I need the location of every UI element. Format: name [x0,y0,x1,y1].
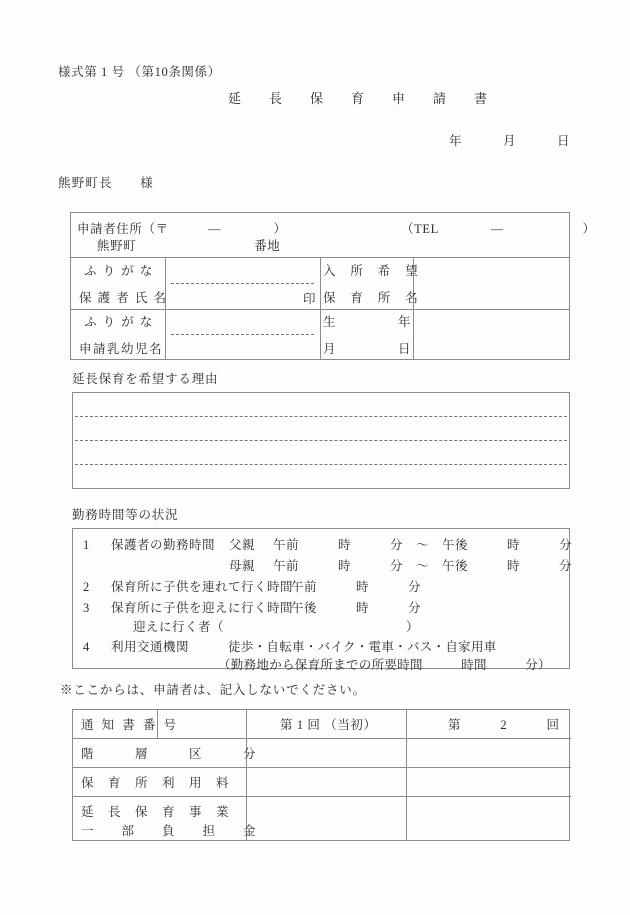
office-row-label-extended-fee-line1: 延 長 保 育 事 業 [81,805,230,819]
office-row-label-extended-fee-line2: 一 部 負 担 金 [81,824,257,838]
work-item-label-1: 保護者の勤務時間 [111,538,216,552]
reason-writing-line [75,464,567,465]
birthdate-label-line1: 生 年 [323,315,411,329]
office-use-note: ※ここからは、申請者は、記入しないでください。 [60,683,366,697]
work-item-no-2: 2 [83,580,90,594]
reason-writing-line [75,416,567,417]
applicant-address-label: 申請者住所（〒 ― ） [77,222,287,236]
work-hours-box [72,528,573,672]
nursery-wish-label-line1: 入 所 希 望 [323,264,419,278]
pickup-person-field[interactable]: 迎えに行く者（ ） [133,620,420,634]
work-item-time-dropoff[interactable]: 午前 時 分 [291,580,422,594]
office-use-table [72,709,570,841]
transport-duration-note[interactable]: （勤務地から保育所までの所要時間 時間 分） [218,658,551,672]
transport-options[interactable]: 徒歩・自転車・バイク・電車・バス・自家用車 [228,640,497,654]
work-hours-heading: 勤務時間等の状況 [72,508,179,522]
work-item-time-father[interactable]: 午前 時 分 ～ 午後 時 分 [273,538,573,552]
birthdate-label-line2: 月 日 [323,342,411,356]
office-row-label-notice-no: 通 知 書 番 号 [81,718,179,732]
guardian-furigana-label: ふ り が な [84,264,154,278]
office-row-label-class: 階 層 区 分 [81,747,257,761]
applicant-address-town: 熊野町 番地 [97,239,281,253]
reason-heading: 延長保育を希望する理由 [72,372,219,386]
work-item-parent-father: 父親 [229,538,256,552]
transport-item-no: 4 [83,640,90,654]
child-name-label: 申請乳幼児名 [79,342,164,356]
work-item-label-3: 保育所に子供を迎えに行く時間 [111,601,294,615]
addressee-line: 熊野町長 様 [58,176,154,190]
table-divider [73,738,571,739]
reason-box[interactable] [72,392,570,489]
transport-label: 利用交通機関 [111,640,190,654]
form-code: 様式第 1 号 （第10条関係） [58,65,221,79]
table-divider [73,796,571,797]
nursery-wish-label-line2: 保 育 所 名 [323,291,419,305]
work-item-no-3: 3 [83,601,90,615]
page-title: 延 長 保 育 申 請 書 [228,91,495,106]
guardian-name-label: 保 護 者 氏 名 [79,291,168,305]
work-item-time-mother[interactable]: 午前 時 分 ～ 午後 時 分 [273,559,573,573]
office-column-header-2: 第 2 回 [448,718,560,732]
applicant-tel-label: （TEL ― ） [401,222,596,236]
table-divider [246,710,247,841]
child-name-writing-line [171,334,314,335]
seal-mark: 印 [303,292,316,306]
office-row-label-fee: 保 育 所 利 用 料 [81,776,230,790]
table-divider [406,710,407,841]
applicant-table [70,212,596,360]
office-column-header-1: 第 1 回 （当初） [280,718,377,732]
work-item-label-2: 保育所に子供を連れて行く時間 [111,580,294,594]
reason-writing-line [75,440,567,441]
work-item-no-1: 1 [83,538,90,552]
child-furigana-label: ふ り が な [84,315,154,329]
date-line: 年 月 日 [449,134,571,148]
guardian-name-writing-line [171,283,314,284]
table-divider [165,257,166,360]
work-item-parent-mother: 母親 [229,559,256,573]
table-divider [320,257,321,360]
table-divider [73,767,571,768]
work-item-time-pickup[interactable]: 午後 時 分 [291,601,422,615]
